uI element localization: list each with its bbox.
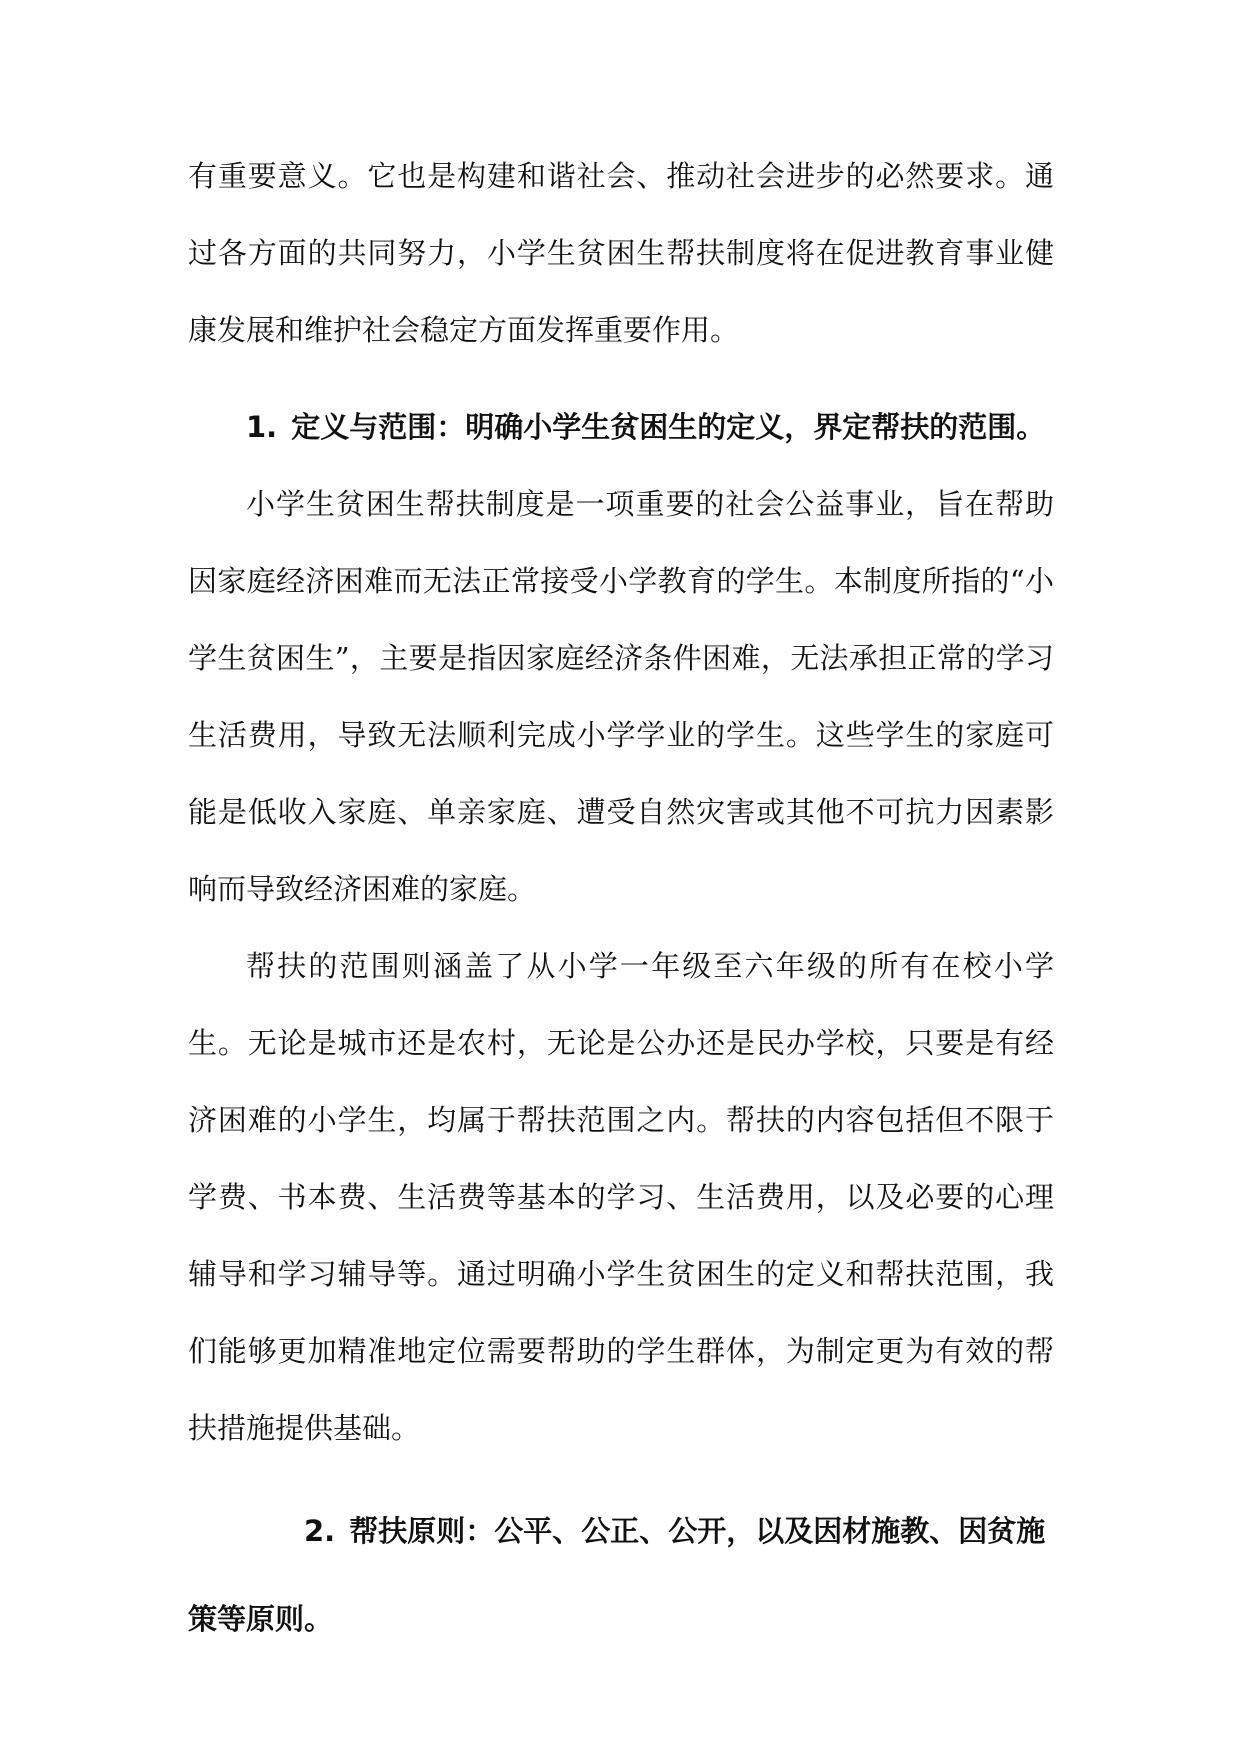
section-1-number: 1. bbox=[246, 410, 278, 444]
section-1-heading bbox=[188, 389, 1054, 466]
section-2-title: 帮扶原则：公平、公正、公开，以及因材施教、因贫施策等原则。 bbox=[188, 1514, 1046, 1636]
section-1-paragraph-scope: 帮扶的范围则涵盖了从小学一年级至六年级的所有在校小学生。无论是城市还是农村，无论是公办还是民办学校，只要是有经济困难的小学生，均属于帮扶范围之内。帮扶的内容包括但不限于学费、书本费、生活费等基本的学习、生活费用，以及必要的心理辅导和学习辅导等。通过明确小学生贫困生的定义和帮扶范围，我们能够更加精准地定位需要帮助的学生群体，为制定更为有效的帮扶措施提供基础。 bbox=[188, 949, 1054, 1445]
section-1-title: 定义与范围：明确小学生贫困生的定义，界定帮扶的范围。 bbox=[291, 410, 1046, 444]
document-body bbox=[188, 138, 1054, 1663]
section-2-number: 2. bbox=[304, 1514, 336, 1548]
section-1-paragraph-definition: 小学生贫困生帮扶制度是一项重要的社会公益事业，旨在帮助因家庭经济困难而无法正常接受小学教育的学生。本制度所指的“小学生贫困生”，主要是指因家庭经济条件困难，无法承担正常的学习生活费用，导致无法顺利完成小学学业的学生。这些学生的家庭可能是低收入家庭、单亲家庭、遭受自然灾害或其他不可抗力因素影响而导致经济困难的家庭。 bbox=[188, 487, 1054, 906]
continuation-paragraph: 有重要意义。它也是构建和谐社会、推动社会进步的必然要求。通过各方面的共同努力，小学生贫困生帮扶制度将在促进教育事业健康发展和维护社会稳定方面发挥重要作用。 bbox=[188, 159, 1054, 347]
section-2-heading bbox=[188, 1487, 1054, 1663]
